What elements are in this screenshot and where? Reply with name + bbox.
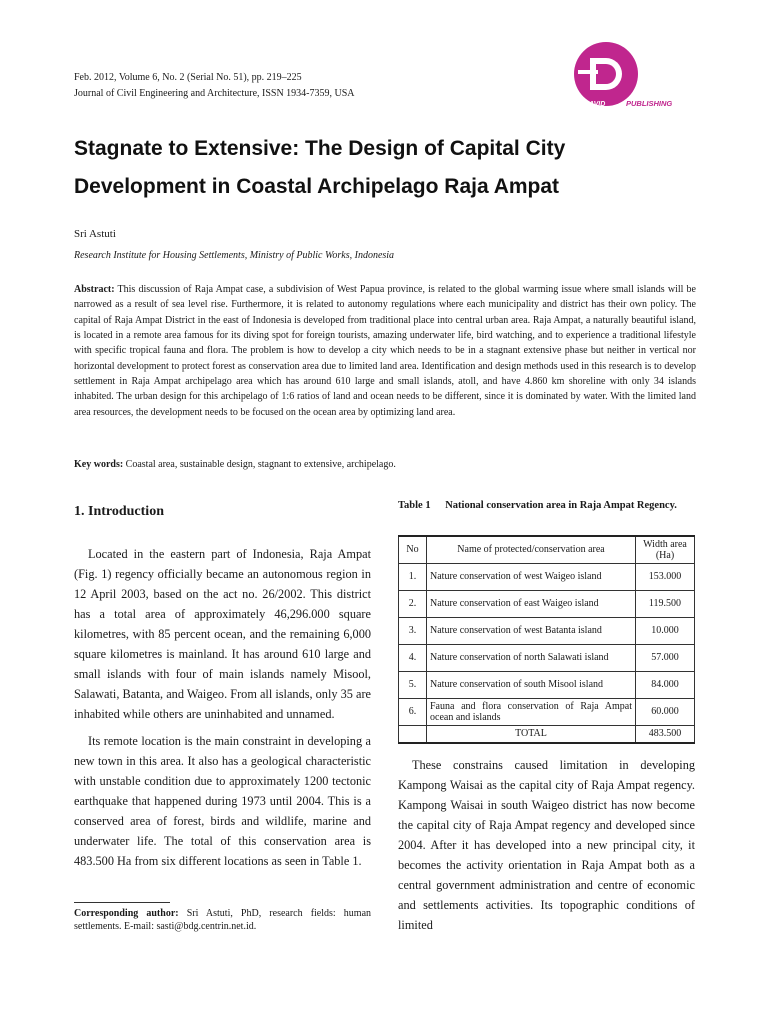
- abstract-text: This discussion of Raja Ampat case, a subdivision of West Papua province, is related to the global warming issue where small islands will be narrowed as a result of sea level rise. Furthermore, it is related to autonomy regulations where each municipality and district has their own policy. The capital of Raja Ampat District in the east of Indonesia is developed from traditional place into central urban area. Raja Ampat, a naturally beautiful island, is located in a remote area famous for its diving spot for foreign tourists, amazing underwater life, bird watching, and to experience a traditional lifestyle with specific tropical fauna and flora. The problem is how to develop a city which needs to be in a stagnant extensive phase but neither in vertical nor horizontal development to protect forest as conservation area due to limited land area. Identification and design methods used in this research is to develop settlement in Raja Ampat archipelago area which has around 610 large and small islands, atoll, and have 4.860 km shoreline with only 34 islands inhabited. The urban design for this archipelago of 1:6 ratios of land and ocean needs to be different, since it is dominated by water. With the limited land area resources, the development needs to be focused on the ocean area by optimizing land area.: [74, 284, 696, 418]
- table-cell-name: Fauna and flora conservation of Raja Ampat ocean and islands: [427, 698, 636, 725]
- table-row: [399, 671, 695, 698]
- table-cell-empty: [399, 725, 427, 743]
- paper-title-line-1: Stagnate to Extensive: The Design of Capital City: [74, 137, 566, 160]
- paper-title-line-2: Development in Coastal Archipelago Raja Ampat: [74, 175, 560, 198]
- table-cell-width: 153.000: [636, 563, 695, 590]
- table-cell-no: 5.: [399, 671, 427, 698]
- svg-text:PUBLISHING: PUBLISHING: [626, 99, 673, 108]
- footnote-divider: [74, 902, 170, 903]
- author-affiliation: Research Institute for Housing Settlements, Ministry of Public Works, Indonesia: [74, 250, 395, 261]
- table-cell-no: 4.: [399, 644, 427, 671]
- keywords-text: Coastal area, sustainable design, stagnant to extensive, archipelago.: [125, 459, 396, 470]
- table-header-width: Width area (Ha): [636, 536, 695, 563]
- conservation-area-table: [398, 535, 695, 744]
- table-caption-text: National conservation area in Raja Ampat Regency.: [445, 500, 677, 511]
- table-cell-name: Nature conservation of north Salawati island: [427, 644, 636, 671]
- table-cell-name: Nature conservation of west Batanta island: [427, 617, 636, 644]
- table-cell-width: 119.500: [636, 590, 695, 617]
- table-cell-no: 2.: [399, 590, 427, 617]
- abstract: [74, 282, 696, 420]
- table-row: [399, 644, 695, 671]
- table-cell-width: 84.000: [636, 671, 695, 698]
- table-row: [399, 698, 695, 725]
- david-publishing-logo: [554, 40, 694, 120]
- table-total-row: [399, 725, 695, 743]
- keywords: [74, 459, 696, 470]
- table-cell-width: 57.000: [636, 644, 695, 671]
- table-cell-width: 60.000: [636, 698, 695, 725]
- table-row: [399, 617, 695, 644]
- footnote-label: Corresponding author:: [74, 908, 179, 919]
- table-header-no: No: [399, 536, 427, 563]
- table-caption: [398, 495, 695, 517]
- introduction-section: [74, 500, 371, 520]
- intro-paragraph-1: Located in the eastern part of Indonesia, Raja Ampat (Fig. 1) regency officially became an autonomous region in 12 April 2003, based on the act no. 26/2002. This district has a total area of approximately 46,296.000 square kilometres, with 85 percent ocean, and the remaining 6,000 square kilometres is mainland. It has around 610 large and small islands with four of main islands namely Misool, Salawati, Batanta, and Waigeo. From all islands, only 35 are inhabited while others are uninhabited and unnamed.: [74, 547, 371, 721]
- table-caption-label: Table 1: [398, 500, 431, 511]
- svg-text:DAVID: DAVID: [584, 101, 606, 108]
- table-total-value: 483.500: [636, 725, 695, 743]
- right-column-paragraph: These constrains caused limitation in developing Kampong Waisai as the capital city of Raja Ampat regency. Kampong Waisai in south Waigeo district has now become the capital city of Raja Ampat regency and developed since 2004. After it has developed into a new principal city, it becomes the activity orientation in Raja Ampat both as a central government administration and centre of economic and settlements activities. Its topographic conditions of limited: [398, 758, 695, 932]
- table-total-label: TOTAL: [427, 725, 636, 743]
- table-cell-name: Nature conservation of south Misool island: [427, 671, 636, 698]
- table-cell-name: Nature conservation of west Waigeo island: [427, 563, 636, 590]
- table-row: [399, 590, 695, 617]
- intro-paragraph-2: Its remote location is the main constraint in developing a new town in this area. It also has a geological characteristic with unstable condition due to approximately 1200 tectonic earthquake that happened during 1973 until 2004. This is a conserved area of forest, birds and wildlife, marine and underwater life. The total of this conservation area is 483.500 Ha from six different locations as seen in Table 1.: [74, 734, 371, 868]
- author-name: Sri Astuti: [74, 228, 116, 240]
- table-row: [399, 563, 695, 590]
- journal-name-line: Journal of Civil Engineering and Architecture, ISSN 1934-7359, USA: [74, 88, 355, 99]
- table-header-name: Name of protected/conservation area: [427, 536, 636, 563]
- table-cell-no: 6.: [399, 698, 427, 725]
- keywords-label: Key words:: [74, 459, 124, 470]
- footnote-text: Sri Astuti, PhD, research fields: human settlements. E-mail: sasti@bdg.centrin.net.id.: [74, 908, 372, 932]
- corresponding-author-footnote: [74, 907, 371, 933]
- table-header-row: [399, 536, 695, 563]
- table-cell-no: 3.: [399, 617, 427, 644]
- journal-issue-line: Feb. 2012, Volume 6, No. 2 (Serial No. 51), pp. 219–225: [74, 72, 302, 83]
- table-cell-no: 1.: [399, 563, 427, 590]
- journal-header: [74, 70, 355, 102]
- section-heading-introduction: 1. Introduction: [74, 504, 164, 519]
- table-cell-name: Nature conservation of east Waigeo island: [427, 590, 636, 617]
- paper-title: [74, 130, 714, 206]
- abstract-label: Abstract:: [74, 284, 115, 295]
- table-cell-width: 10.000: [636, 617, 695, 644]
